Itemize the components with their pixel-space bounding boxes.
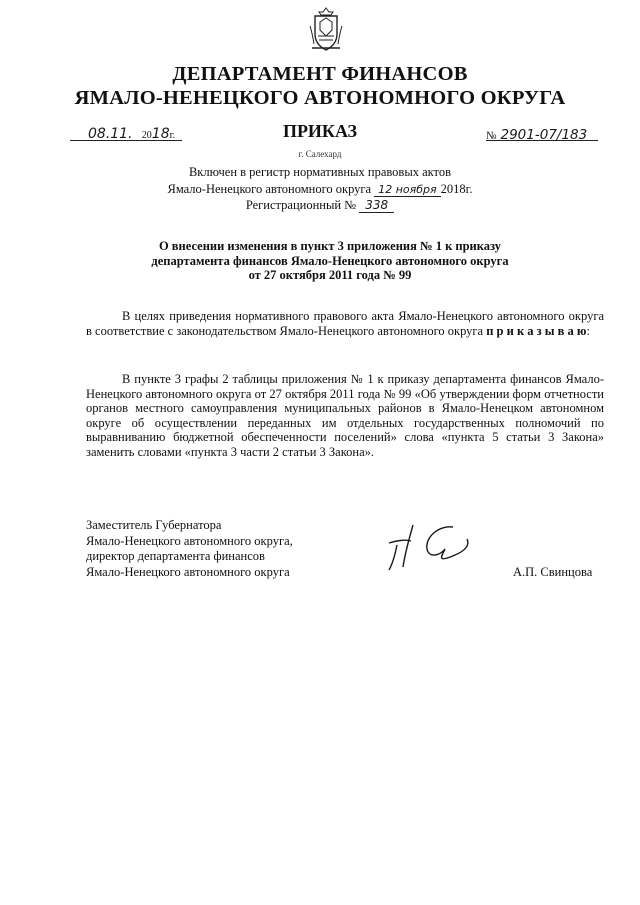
registration-region: Ямало-Ненецкого автономного округа [167, 182, 372, 196]
registration-line1: Включен в регистр нормативных правовых актов [188, 165, 452, 179]
signature-line1: Заместитель Губернатора [86, 518, 222, 532]
date-suffix: г. [169, 130, 176, 141]
registration-year: 2018г. [440, 182, 473, 196]
date-year-prefix: 20 [141, 130, 152, 141]
heading-line2: департамента финансов Ямало-Ненецкого автономного округа [151, 253, 509, 268]
date-underline [70, 140, 182, 141]
heading-line1: О внесении изменения в пункт 3 приложения № 1 к приказу [158, 239, 502, 253]
order-heading [100, 239, 560, 283]
paragraph1-text: В целях приведения нормативного правового акта Ямало-Ненецкого автономного округа в соответствие с законодательством Ямало-Ненецкого автономного округа [86, 309, 604, 338]
date-day-month-handwritten: 08.11. [88, 126, 133, 142]
registration-line2 [0, 182, 640, 197]
number-prefix: № [486, 130, 497, 142]
paragraph1-end: : [586, 323, 590, 338]
number-underline [486, 140, 598, 141]
number-handwritten: 2901-07/183 [500, 127, 588, 143]
document-number [486, 126, 587, 144]
signature-line4: Ямало-Ненецкого автономного округа [86, 564, 290, 579]
signature-block [86, 518, 293, 580]
signature-line2: Ямало-Ненецкого автономного округа, [86, 533, 293, 548]
registration-number-label: Регистрационный № [245, 198, 357, 212]
handwritten-signature [375, 515, 475, 575]
heading-line3: от 27 октября 2011 года № 99 [248, 268, 412, 282]
organization-name-line2: ЯМАЛО-НЕНЕЦКОГО АВТОНОМНОГО ОКРУГА [74, 87, 566, 109]
city-label: г. Салехард [298, 149, 342, 159]
date-year-suffix-handwritten: 18 [151, 126, 170, 142]
organization-name-line1: ДЕПАРТАМЕНТ ФИНАНСОВ [172, 63, 468, 85]
registration-number-handwritten: 338 [359, 198, 394, 213]
signer-name: А.П. Свинцова [513, 565, 593, 579]
body-paragraph-2: В пункте 3 графы 2 таблицы приложения № 1 к приказу департамента финансов Ямало-Ненецкого автономного округа от 27 октября 2011 года № 99 «Об утверждении форм отчетности органов местного самоуправления муниципальных районов в Ямало-Ненецком автономном округе об осуществлении переданных им отдельных государственных полномочий по выравниванию бюджетной обеспеченности поселений» слова «пункта 5 статьи 3 Закона» заменить словами «пункта 3 части 2 статьи 3 Закона». [86, 372, 604, 459]
coat-of-arms-emblem [309, 6, 343, 52]
signature-line3: директор департамента финансов [86, 549, 265, 563]
registration-date-handwritten: 12 ноября [374, 183, 440, 197]
document-type-title: ПРИКАЗ [282, 121, 358, 141]
body-paragraph-1 [86, 309, 604, 338]
order-keyword: п р и к а з ы в а ю [486, 323, 587, 338]
registration-line3 [0, 198, 640, 213]
